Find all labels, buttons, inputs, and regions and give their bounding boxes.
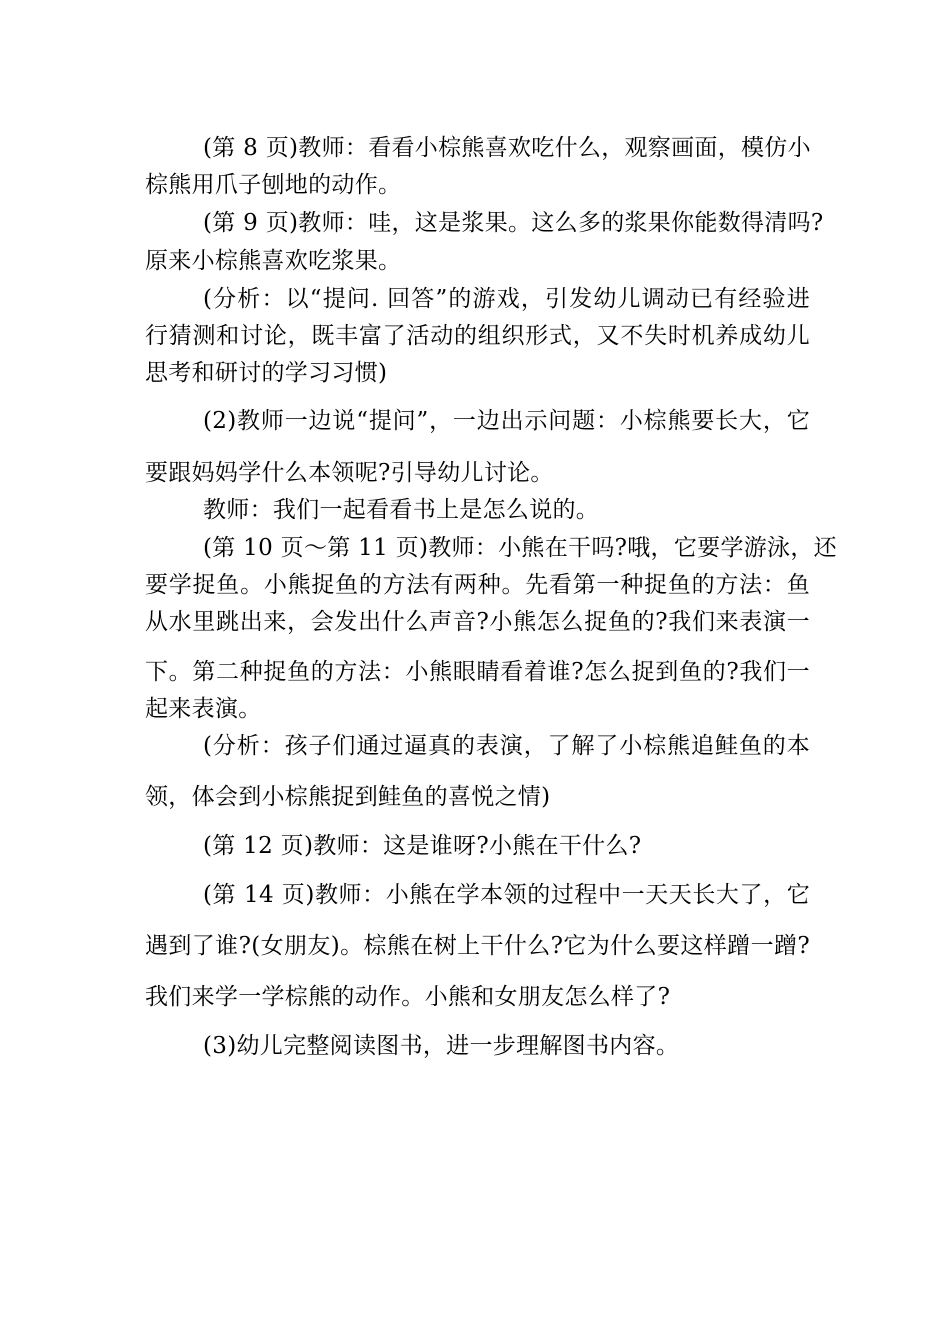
text-line: 遇到了谁?(女朋友)。棕熊在树上干什么?它为什么要这样蹭一蹭?	[145, 933, 810, 959]
text-line: (分析：以“提问. 回答”的游戏，引发幼儿调动已有经验进	[203, 286, 810, 312]
text-line: (3)幼儿完整阅读图书，进一步理解图书内容。	[203, 1033, 680, 1059]
text-line: 原来小棕熊喜欢吃浆果。	[145, 248, 402, 274]
text-line: 我们来学一学棕熊的动作。小熊和女朋友怎么样了?	[145, 984, 671, 1010]
text-line: (分析：孩子们通过逼真的表演，了解了小棕熊追鲑鱼的本	[203, 733, 810, 759]
text-line: 棕熊用爪子刨地的动作。	[145, 172, 402, 198]
text-line: (第 8 页)教师：看看小棕熊喜欢吃什么，观察画面，模仿小	[203, 135, 811, 161]
text-line: 领，体会到小棕熊捉到鲑鱼的喜悦之情)	[145, 784, 551, 810]
text-line: 下。第二种捉鱼的方法：小熊眼睛看着谁?怎么捉到鱼的?我们一	[145, 659, 810, 685]
text-line: 从水里跳出来，会发出什么声音?小熊怎么捉鱼的?我们来表演一	[145, 609, 810, 635]
text-line: 要学捉鱼。小熊捉鱼的方法有两种。先看第一种捉鱼的方法：鱼	[145, 572, 810, 598]
text-line: (第 14 页)教师：小熊在学本领的过程中一天天长大了，它	[203, 882, 810, 908]
text-line: 思考和研讨的学习习惯)	[145, 360, 388, 386]
text-line: 教师：我们一起看看书上是怎么说的。	[203, 497, 600, 523]
text-line: (第 12 页)教师：这是谁呀?小熊在干什么?	[203, 833, 642, 859]
text-line: 起来表演。	[145, 696, 262, 722]
text-line: 行猜测和讨论，既丰富了活动的组织形式，又不失时机养成幼儿	[145, 323, 810, 349]
text-line: (第 9 页)教师：哇，这是浆果。这么多的浆果你能数得清吗?	[203, 210, 824, 236]
text-line: 要跟妈妈学什么本领呢?引导幼儿讨论。	[145, 460, 554, 486]
text-line: (第 10 页～第 11 页)教师：小熊在干吗?哦，它要学游泳，还	[203, 535, 837, 561]
text-line: (2)教师一边说“提问”，一边出示问题：小棕熊要长大，它	[203, 408, 810, 434]
